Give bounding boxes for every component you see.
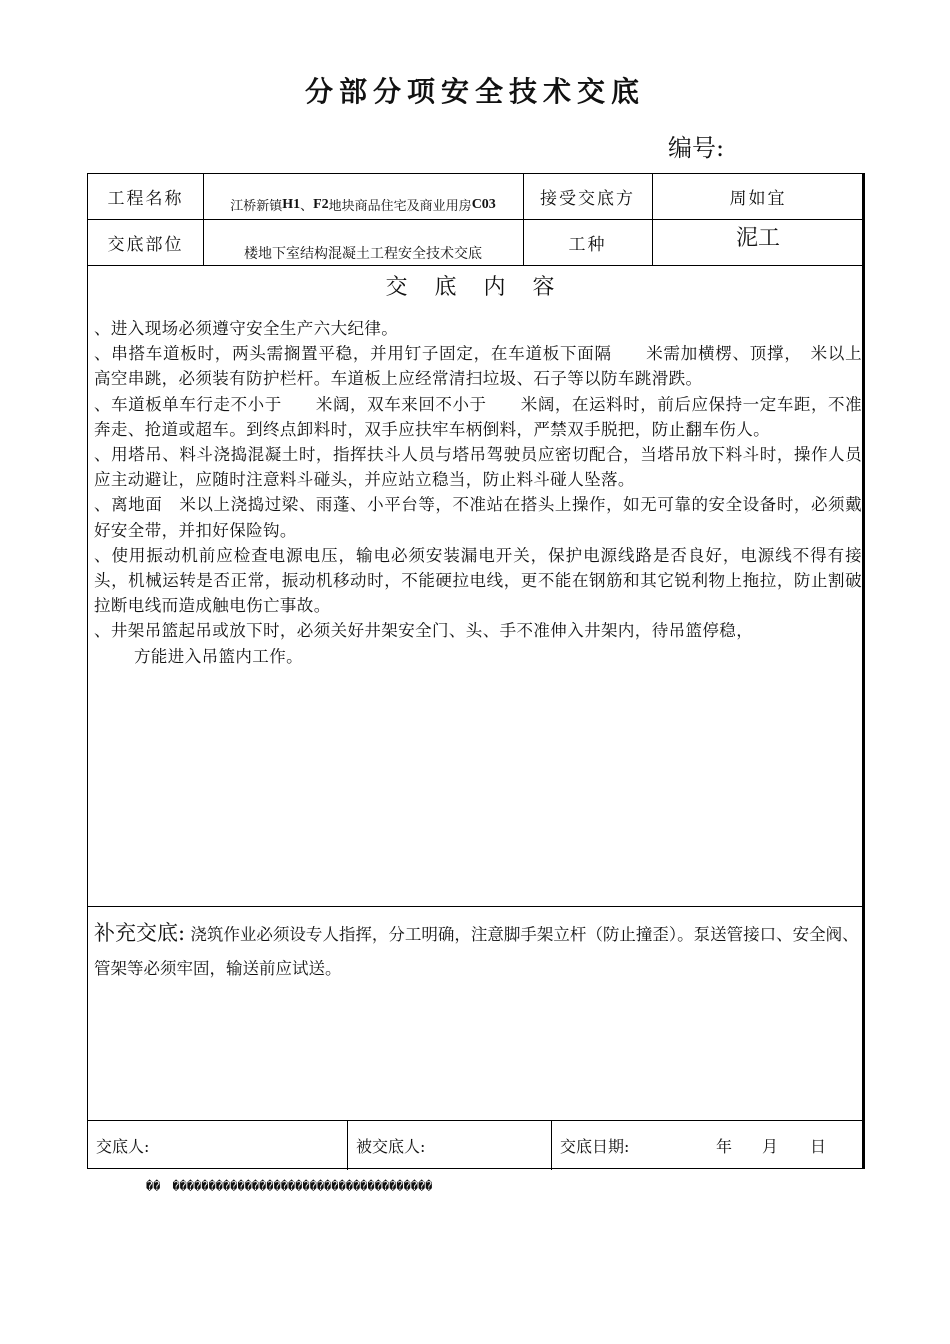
receiver-value: 周如宜 (729, 189, 787, 209)
content-heading: 交 底 内 容 (385, 275, 565, 300)
supplement-label: 补充交底: (94, 921, 186, 945)
receiver-sign-label: 被交底人: (356, 1136, 426, 1156)
giver-label: 交底人: (96, 1136, 150, 1156)
project-name-mid: 地块商品住宅及商业用房 (328, 199, 472, 214)
supplement-section (94, 916, 862, 986)
disclosure-form (87, 173, 865, 1169)
project-name-label: 工程名称 (107, 189, 184, 209)
content-item: 、车道板单车行走不小于 米阔，双车来回不小于 米阔，在运料时，前后应保持一定车距，不准奔走、抢道或超车。到终点卸料时，双手应扶牢车柄倒料，严禁双手脱把，防止翻车伤人。 (94, 394, 862, 439)
content-item-continuation: 方能进入吊篮内工作。 (134, 646, 303, 666)
date-label: 交底日期: (560, 1136, 630, 1156)
content-list (94, 316, 862, 669)
trade-label: 工种 (568, 235, 607, 255)
content-item: 、用塔吊、料斗浇捣混凝土时，指挥扶斗人员与塔吊驾驶员应密切配合，当塔吊放下料斗时，操作人员应主动避让，应随时注意料斗碰头，并应站立稳当，防止料斗碰人坠落。 (94, 445, 862, 490)
receiver-label: 接受交底方 (540, 189, 635, 209)
project-name-f2: F2 (313, 196, 329, 212)
supplement-text: 浇筑作业必须设专人指挥，分工明确，注意脚手架立杆（防止撞歪）。泵送管接口、安全阀、管架等必须牢固，输送前应试送。 (94, 925, 859, 978)
row-divider (88, 906, 862, 907)
location-label: 交底部位 (107, 235, 184, 255)
project-name-h1: H1 (282, 196, 301, 212)
project-name-value (203, 182, 523, 227)
trade-value: 泥工 (735, 226, 780, 251)
project-name-prefix: 江桥新镇 (230, 199, 283, 214)
col-divider (551, 1120, 552, 1170)
content-item: 、串搭车道板时，两头需搁置平稳，并用钉子固定，在车道板下面隔 米需加横楞、顶撑， 米以上高空串跳，必须装有防护栏杆。车道板上应经常清扫垃圾、石子等以防车跳滑跌。 (94, 344, 862, 389)
col-divider (347, 1120, 348, 1170)
date-year: 年 (715, 1136, 732, 1156)
date-day: 日 (809, 1136, 826, 1156)
content-item: 、井架吊篮起吊或放下时，必须关好井架安全门、头、手不准伸入井架内，待吊篮停稳， (94, 621, 754, 641)
location-value: 楼地下室结构混凝土工程安全技术交底 (244, 245, 482, 262)
content-item: 、离地面 米以上浇捣过梁、雨蓬、小平台等，不准站在搭头上操作，如无可靠的安全设备时，必须戴好安全带，并扣好保险钩。 (94, 495, 862, 540)
project-name-sep: 、 (300, 199, 314, 214)
document-number-label: 编号: (668, 134, 725, 162)
footnote: �� ������������������������������������ (146, 1179, 433, 1193)
date-month: 月 (761, 1136, 778, 1156)
document-title: 分部分项安全技术交底 (304, 75, 645, 108)
content-item: 、使用振动机前应检查电源电压，输电必须安装漏电开关，保护电源线路是否良好，电源线不得有接头，机械运转是否正常，振动机移动时，不能硬拉电线，更不能在钢筋和其它锐利物上拖拉，防止割破拉断电线而造成触电伤亡事故。 (94, 545, 862, 616)
content-item: 、进入现场必须遵守安全生产六大纪律。 (94, 319, 399, 338)
project-name-c03: C03 (471, 196, 496, 212)
